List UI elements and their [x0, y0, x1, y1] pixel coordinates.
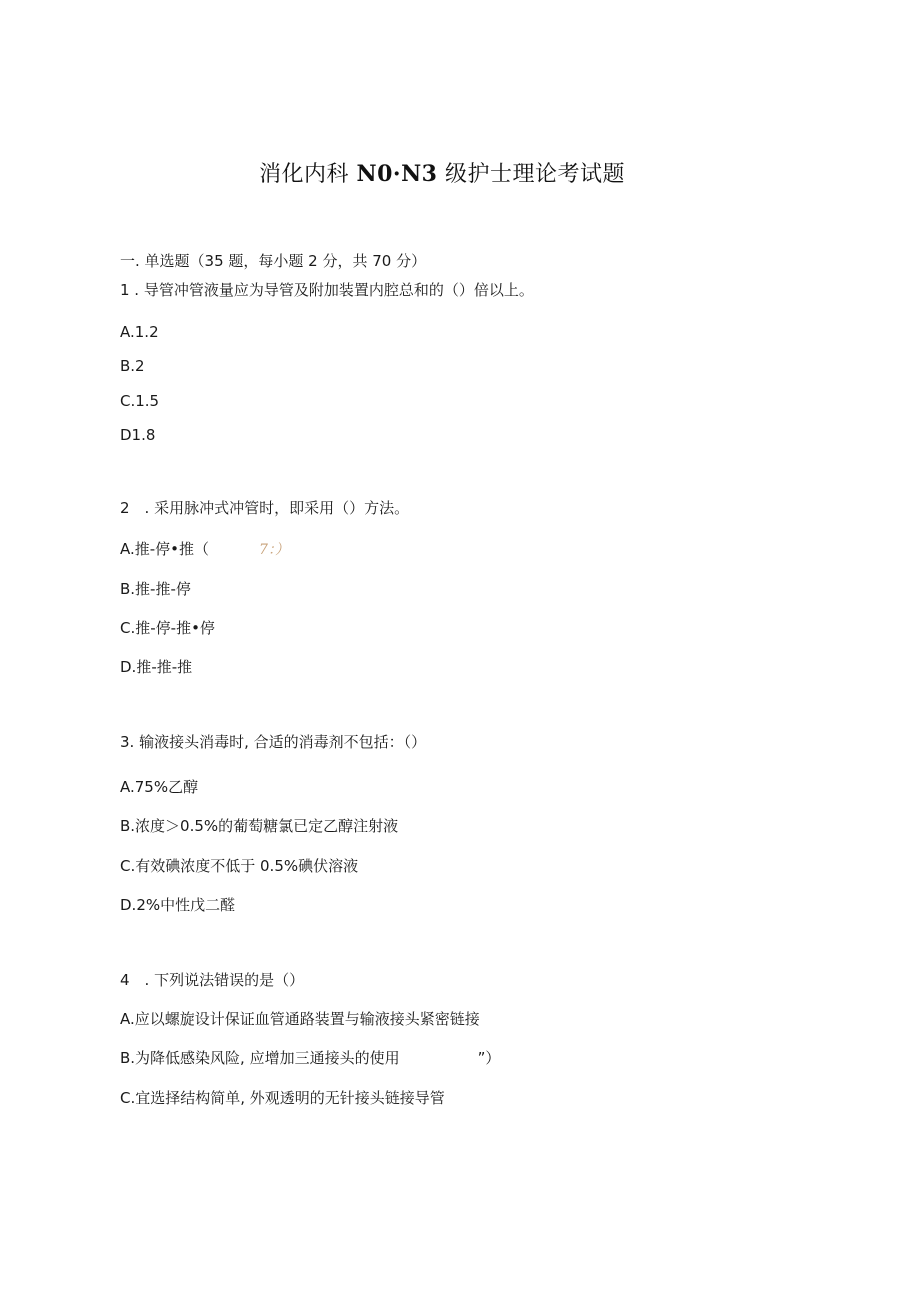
question-2-stem: 2 . 采用脉冲式冲管时，即采用（）方法。	[120, 499, 410, 517]
question-3-option-d: D.2%中性戊二醛	[120, 896, 236, 914]
section-header: 一. 单选题（35 题，每小题 2 分，共 70 分）	[120, 252, 427, 270]
question-1-option-c: C.1.5	[120, 392, 160, 410]
question-2-option-a	[120, 539, 289, 560]
question-4-option-b-mark: ”）	[477, 1049, 501, 1067]
question-3-option-a: A.75%乙醇	[120, 778, 199, 796]
question-4-option-a: A.应以螺旋设计保证血管通路装置与输液接头紧密链接	[120, 1010, 480, 1028]
question-1-option-d: D1.8	[120, 426, 156, 444]
title-prefix: 消化内科	[259, 162, 357, 187]
question-3-option-c: C.有效碘浓度不低于 0.5%碘伏溶液	[120, 857, 359, 875]
question-2-option-a-text: A.推-停•推（	[120, 540, 210, 558]
question-4-option-b	[120, 1048, 500, 1068]
question-4-stem: 4 . 下列说法错误的是（）	[120, 971, 305, 989]
question-4-option-b-text: B.为降低感染风险, 应增加三通接头的使用	[120, 1049, 400, 1067]
question-4-option-c: C.宜选择结构简单, 外观透明的无针接头链接导管	[120, 1089, 445, 1107]
question-1-stem: 1 . 导管冲管液量应为导管及附加装置内腔总和的（）倍以上。	[120, 281, 534, 299]
title-suffix: 级护士理论考试题	[437, 162, 625, 187]
question-3-option-b: B.浓度＞0.5%的葡萄糖氯已定乙醇注射液	[120, 817, 399, 835]
question-2-option-d: D.推-推-推	[120, 658, 193, 676]
question-1-option-b: B.2	[120, 357, 145, 375]
question-2-option-b: B.推-推-停	[120, 580, 191, 598]
question-2-option-c: C.推-停-推•停	[120, 619, 215, 637]
title-level: N0·N3	[356, 161, 438, 187]
question-2-option-a-mark: 7：）	[259, 542, 289, 558]
question-1-option-a: A.1.2	[120, 323, 159, 341]
page-title	[0, 157, 884, 188]
question-3-stem: 3. 输液接头消毒时, 合适的消毒剂不包括：（）	[120, 733, 427, 751]
